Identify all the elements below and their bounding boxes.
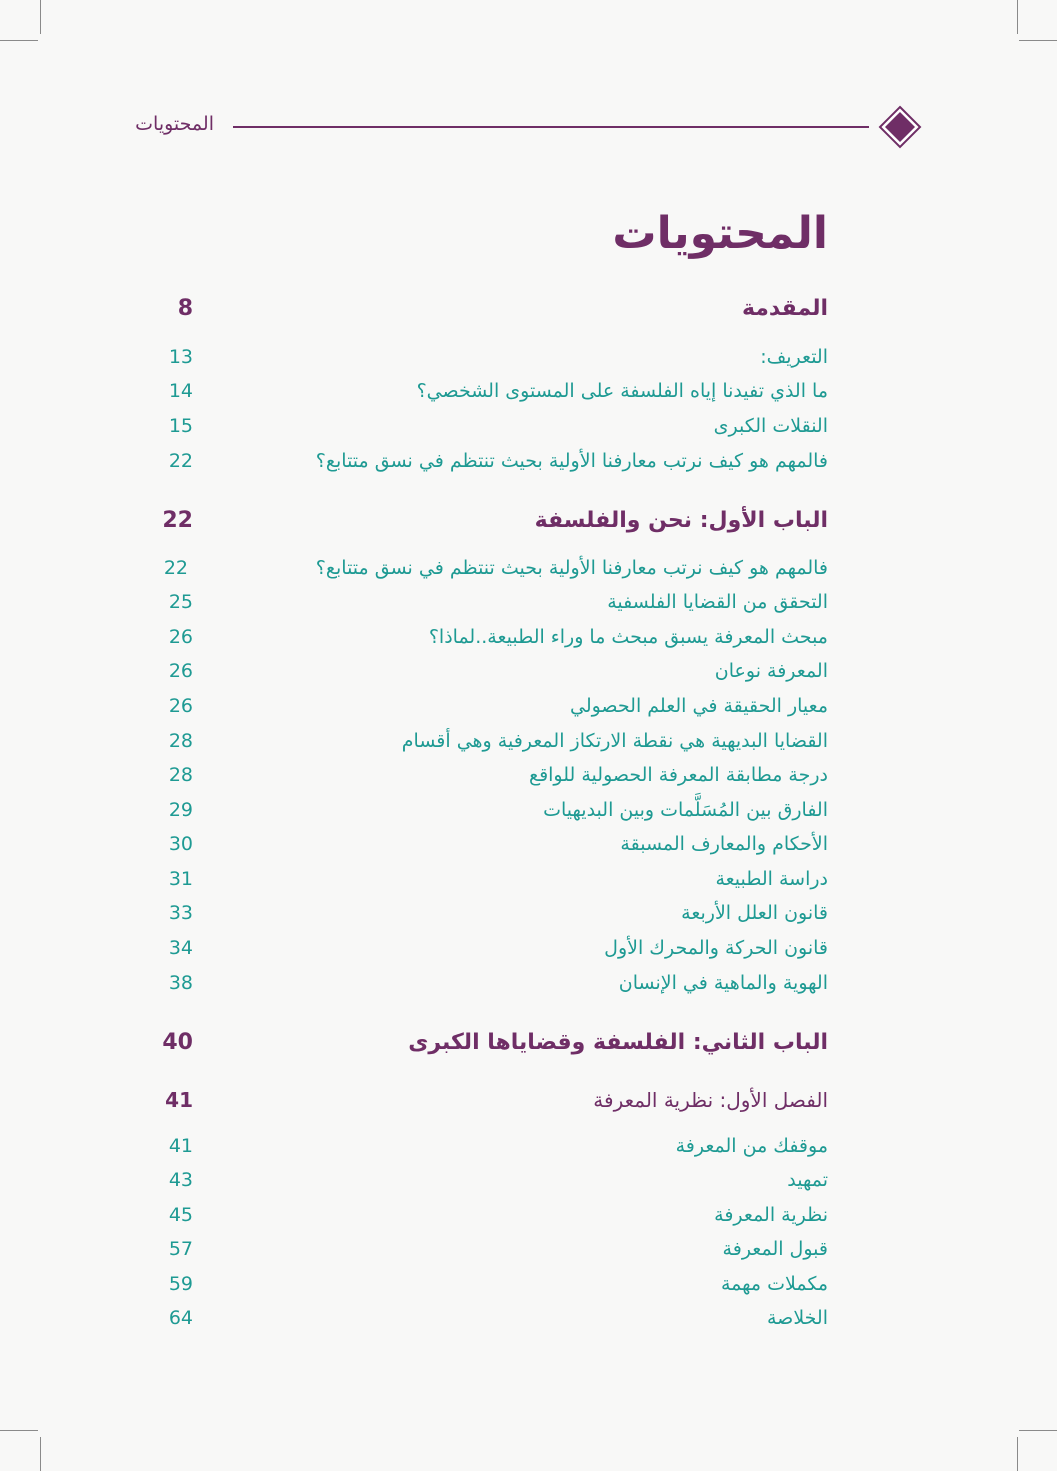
toc-page-number: 28 (168, 764, 193, 786)
toc-page-number: 28 (168, 730, 193, 752)
toc-page-number: 41 (165, 1088, 193, 1112)
toc-entry-title: الخلاصة (767, 1307, 828, 1329)
toc-entry-title: التعريف: (760, 346, 828, 368)
toc-entry-title: فالمهم هو كيف نرتب معارفنا الأولية بحيث تنتظم في نسق متتابع؟ (315, 557, 828, 579)
toc-entry[interactable] (0, 374, 1057, 408)
toc-entry[interactable] (0, 1163, 1057, 1197)
toc-page-number: 15 (168, 415, 193, 437)
crop-mark (1019, 40, 1057, 41)
toc-entry-introduction[interactable] (0, 292, 1057, 326)
toc-entry[interactable] (0, 340, 1057, 374)
toc-page-number: 43 (168, 1169, 193, 1191)
toc-entry-part-two[interactable] (0, 1026, 1057, 1060)
running-header (0, 105, 1057, 145)
toc-entry-title: الفارق بين المُسَلَّمات وبين البديهيات (543, 799, 828, 821)
header-rule (233, 126, 869, 128)
toc-page-number: 31 (168, 868, 193, 890)
toc-page-number: 57 (168, 1238, 193, 1260)
toc-entry[interactable] (0, 551, 1057, 585)
toc-entry[interactable] (0, 654, 1057, 688)
crop-mark (1017, 1437, 1018, 1471)
toc-entry-title: قانون العلل الأربعة (681, 902, 828, 924)
crop-mark (0, 40, 38, 41)
toc-entry-title: دراسة الطبيعة (715, 868, 828, 890)
toc-entry[interactable] (0, 444, 1057, 478)
toc-entry-title: الأحكام والمعارف المسبقة (620, 833, 828, 855)
toc-page-number: 38 (168, 972, 193, 994)
crop-mark (40, 1437, 41, 1471)
toc-entry[interactable] (0, 724, 1057, 758)
toc-entry-title: قبول المعرفة (722, 1238, 828, 1260)
toc-page-number: 22 (163, 557, 188, 579)
toc-page-number: 33 (168, 902, 193, 924)
toc-entry-title: الباب الثاني: الفلسفة وقضاياها الكبرى (408, 1030, 828, 1055)
toc-entry[interactable] (0, 1198, 1057, 1232)
toc-entry-title: القضايا البديهية هي نقطة الارتكاز المعرفية وهي أقسام (401, 730, 828, 752)
toc-entry-title: الباب الأول: نحن والفلسفة (534, 508, 828, 533)
toc-entry-title: نظرية المعرفة (714, 1204, 828, 1226)
toc-entry-title: درجة مطابقة المعرفة الحصولية للواقع (528, 764, 828, 786)
toc-page-number: 26 (168, 660, 193, 682)
toc-entry-title: مكملات مهمة (720, 1273, 828, 1295)
toc-entry-title: المقدمة (741, 296, 828, 321)
toc-entry-title: معيار الحقيقة في العلم الحصولي (569, 695, 828, 717)
toc-entry[interactable] (0, 896, 1057, 930)
toc-entry[interactable] (0, 793, 1057, 827)
toc-entry[interactable] (0, 409, 1057, 443)
toc-entry[interactable] (0, 827, 1057, 861)
toc-page-number: 14 (168, 380, 193, 402)
toc-entry[interactable] (0, 689, 1057, 723)
toc-entry[interactable] (0, 931, 1057, 965)
toc-entry-title: قانون الحركة والمحرك الأول (604, 937, 828, 959)
crop-mark (1017, 0, 1018, 34)
toc-entry-title: النقلات الكبرى (713, 415, 828, 437)
toc-entry-title: المعرفة نوعان (714, 660, 828, 682)
toc-entry[interactable] (0, 758, 1057, 792)
toc-entry-title: مبحث المعرفة يسبق مبحث ما وراء الطبيعة..لماذا؟ (428, 626, 828, 648)
toc-page-number: 29 (168, 799, 193, 821)
toc-page-number: 22 (168, 450, 193, 472)
toc-entry[interactable] (0, 966, 1057, 1000)
toc-entry[interactable] (0, 1301, 1057, 1335)
toc-entry[interactable] (0, 585, 1057, 619)
page-title: المحتويات (612, 208, 828, 259)
toc-entry-chapter-one[interactable] (0, 1083, 1057, 1117)
toc-entry-title: فالمهم هو كيف نرتب معارفنا الأولية بحيث تنتظم في نسق متتابع؟ (315, 450, 828, 472)
toc-page-number: 26 (168, 626, 193, 648)
toc-entry-title: الفصل الأول: نظرية المعرفة (593, 1088, 828, 1112)
toc-page-number: 40 (162, 1030, 193, 1055)
toc-page-number: 45 (168, 1204, 193, 1226)
toc-page-number: 8 (177, 296, 193, 321)
toc-page-number: 25 (168, 591, 193, 613)
toc-entry-title: الهوية والماهية في الإنسان (618, 972, 828, 994)
crop-mark (0, 1430, 38, 1431)
toc-entry[interactable] (0, 1129, 1057, 1163)
toc-page-number: 30 (168, 833, 193, 855)
toc-entry-title: ما الذي تفيدنا إياه الفلسفة على المستوى الشخصي؟ (416, 380, 828, 402)
toc-page-number: 64 (168, 1307, 193, 1329)
toc-page-number: 59 (168, 1273, 193, 1295)
toc-entry-title: تمهيد (787, 1169, 828, 1191)
toc-entry-part-one[interactable] (0, 504, 1057, 538)
toc-page-number: 26 (168, 695, 193, 717)
crop-mark (40, 0, 41, 34)
toc-entry[interactable] (0, 1232, 1057, 1266)
running-header-title: المحتويات (135, 113, 214, 135)
toc-entry[interactable] (0, 862, 1057, 896)
toc-entry[interactable] (0, 620, 1057, 654)
toc-entry-title: التحقق من القضايا الفلسفية (607, 591, 828, 613)
toc-page-number: 22 (162, 508, 193, 533)
crop-mark (1019, 1430, 1057, 1431)
toc-entry-title: موقفك من المعرفة (675, 1135, 828, 1157)
toc-entry[interactable] (0, 1267, 1057, 1301)
toc-page-number: 13 (168, 346, 193, 368)
diamond-icon (878, 105, 922, 149)
toc-page-number: 34 (168, 937, 193, 959)
toc-page-number: 41 (168, 1135, 193, 1157)
